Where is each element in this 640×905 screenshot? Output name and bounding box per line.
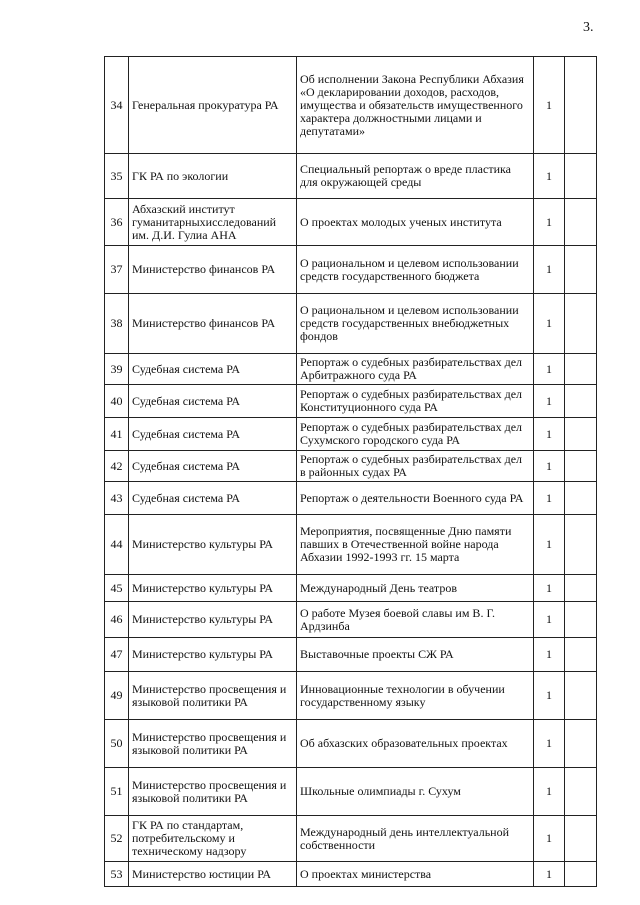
- row-number-cell: 49: [105, 672, 129, 720]
- organization-cell: ГК РА по экологии: [129, 154, 297, 199]
- count-cell: 1: [534, 862, 565, 887]
- table-body: [105, 57, 597, 887]
- topic-cell: Инновационные технологии в обучении государственному языку: [297, 672, 534, 720]
- organization-cell: Министерство просвещения и языковой политики РА: [129, 720, 297, 768]
- table-row: [105, 246, 597, 294]
- notes-cell: [565, 638, 597, 672]
- row-number-cell: 45: [105, 575, 129, 602]
- notes-cell: [565, 385, 597, 418]
- count-cell: 1: [534, 575, 565, 602]
- count-cell: 1: [534, 199, 565, 246]
- table-row: [105, 768, 597, 816]
- table-row: [105, 862, 597, 887]
- table-row: [105, 482, 597, 515]
- count-cell: 1: [534, 154, 565, 199]
- table-row: [105, 451, 597, 482]
- row-number-cell: 47: [105, 638, 129, 672]
- table-row: [105, 154, 597, 199]
- table-row: [105, 720, 597, 768]
- organization-cell: Министерство культуры РА: [129, 638, 297, 672]
- media-plan-table: [104, 56, 597, 887]
- row-number-cell: 42: [105, 451, 129, 482]
- table-row: [105, 199, 597, 246]
- notes-cell: [565, 602, 597, 638]
- page-number: 3.: [583, 20, 594, 35]
- organization-cell: Судебная система РА: [129, 385, 297, 418]
- notes-cell: [565, 354, 597, 385]
- organization-cell: Министерство юстиции РА: [129, 862, 297, 887]
- topic-cell: О рациональном и целевом использовании средств государственных внебюджетных фондов: [297, 294, 534, 354]
- count-cell: 1: [534, 768, 565, 816]
- organization-cell: Министерство просвещения и языковой политики РА: [129, 672, 297, 720]
- count-cell: 1: [534, 816, 565, 862]
- notes-cell: [565, 816, 597, 862]
- row-number-cell: 44: [105, 515, 129, 575]
- organization-cell: Министерство культуры РА: [129, 515, 297, 575]
- organization-cell: Судебная система РА: [129, 354, 297, 385]
- table-row: [105, 816, 597, 862]
- organization-cell: ГК РА по стандартам, потребительскому и техническому надзору: [129, 816, 297, 862]
- notes-cell: [565, 862, 597, 887]
- topic-cell: Репортаж о судебных разбирательствах дел Арбитражного суда РА: [297, 354, 534, 385]
- table-row: [105, 57, 597, 154]
- row-number-cell: 41: [105, 418, 129, 451]
- organization-cell: Министерство культуры РА: [129, 602, 297, 638]
- organization-cell: Судебная система РА: [129, 418, 297, 451]
- notes-cell: [565, 294, 597, 354]
- topic-cell: О рациональном и целевом использовании средств государственного бюджета: [297, 246, 534, 294]
- organization-cell: Министерство культуры РА: [129, 575, 297, 602]
- table-row: [105, 638, 597, 672]
- row-number-cell: 34: [105, 57, 129, 154]
- count-cell: 1: [534, 246, 565, 294]
- topic-cell: Репортаж о судебных разбирательствах дел в районных судах РА: [297, 451, 534, 482]
- table-row: [105, 515, 597, 575]
- organization-cell: Министерство финансов РА: [129, 294, 297, 354]
- row-number-cell: 35: [105, 154, 129, 199]
- notes-cell: [565, 768, 597, 816]
- notes-cell: [565, 482, 597, 515]
- notes-cell: [565, 672, 597, 720]
- count-cell: 1: [534, 57, 565, 154]
- table-row: [105, 354, 597, 385]
- topic-cell: Мероприятия, посвященные Дню памяти павших в Отечественной войне народа Абхазии 1992-1993 гг. 15 марта: [297, 515, 534, 575]
- table-row: [105, 672, 597, 720]
- notes-cell: [565, 154, 597, 199]
- topic-cell: О работе Музея боевой славы им В. Г. Ардзинба: [297, 602, 534, 638]
- count-cell: 1: [534, 354, 565, 385]
- topic-cell: Школьные олимпиады г. Сухум: [297, 768, 534, 816]
- organization-cell: Судебная система РА: [129, 451, 297, 482]
- organization-cell: Министерство финансов РА: [129, 246, 297, 294]
- topic-cell: О проектах министерства: [297, 862, 534, 887]
- notes-cell: [565, 199, 597, 246]
- organization-cell: Судебная система РА: [129, 482, 297, 515]
- notes-cell: [565, 720, 597, 768]
- topic-cell: Об исполнении Закона Республики Абхазия «О декларировании доходов, расходов, имущества и обязательств имущественного характера должностными лицами и депутатами»: [297, 57, 534, 154]
- row-number-cell: 40: [105, 385, 129, 418]
- topic-cell: Репортаж о деятельности Военного суда РА: [297, 482, 534, 515]
- count-cell: 1: [534, 720, 565, 768]
- count-cell: 1: [534, 451, 565, 482]
- table-row: [105, 575, 597, 602]
- count-cell: 1: [534, 482, 565, 515]
- topic-cell: Специальный репортаж о вреде пластика для окружающей среды: [297, 154, 534, 199]
- count-cell: 1: [534, 602, 565, 638]
- organization-cell: Абхазский институт гуманитарныхисследований им. Д.И. Гулиа АНА: [129, 199, 297, 246]
- count-cell: 1: [534, 638, 565, 672]
- notes-cell: [565, 575, 597, 602]
- row-number-cell: 53: [105, 862, 129, 887]
- topic-cell: Международный день интеллектуальной собственности: [297, 816, 534, 862]
- table-row: [105, 385, 597, 418]
- count-cell: 1: [534, 418, 565, 451]
- row-number-cell: 52: [105, 816, 129, 862]
- organization-cell: Министерство просвещения и языковой политики РА: [129, 768, 297, 816]
- row-number-cell: 43: [105, 482, 129, 515]
- topic-cell: Репортаж о судебных разбирательствах дел Конституционного суда РА: [297, 385, 534, 418]
- table-row: [105, 294, 597, 354]
- row-number-cell: 46: [105, 602, 129, 638]
- row-number-cell: 38: [105, 294, 129, 354]
- notes-cell: [565, 515, 597, 575]
- topic-cell: Репортаж о судебных разбирательствах дел Сухумского городского суда РА: [297, 418, 534, 451]
- topic-cell: Выставочные проекты СЖ РА: [297, 638, 534, 672]
- count-cell: 1: [534, 294, 565, 354]
- organization-cell: Генеральная прокуратура РА: [129, 57, 297, 154]
- count-cell: 1: [534, 672, 565, 720]
- row-number-cell: 36: [105, 199, 129, 246]
- count-cell: 1: [534, 515, 565, 575]
- notes-cell: [565, 418, 597, 451]
- row-number-cell: 39: [105, 354, 129, 385]
- topic-cell: О проектах молодых ученых института: [297, 199, 534, 246]
- table-row: [105, 418, 597, 451]
- notes-cell: [565, 451, 597, 482]
- row-number-cell: 37: [105, 246, 129, 294]
- row-number-cell: 50: [105, 720, 129, 768]
- count-cell: 1: [534, 385, 565, 418]
- topic-cell: Международный День театров: [297, 575, 534, 602]
- notes-cell: [565, 246, 597, 294]
- row-number-cell: 51: [105, 768, 129, 816]
- table-row: [105, 602, 597, 638]
- topic-cell: Об абхазских образовательных проектах: [297, 720, 534, 768]
- notes-cell: [565, 57, 597, 154]
